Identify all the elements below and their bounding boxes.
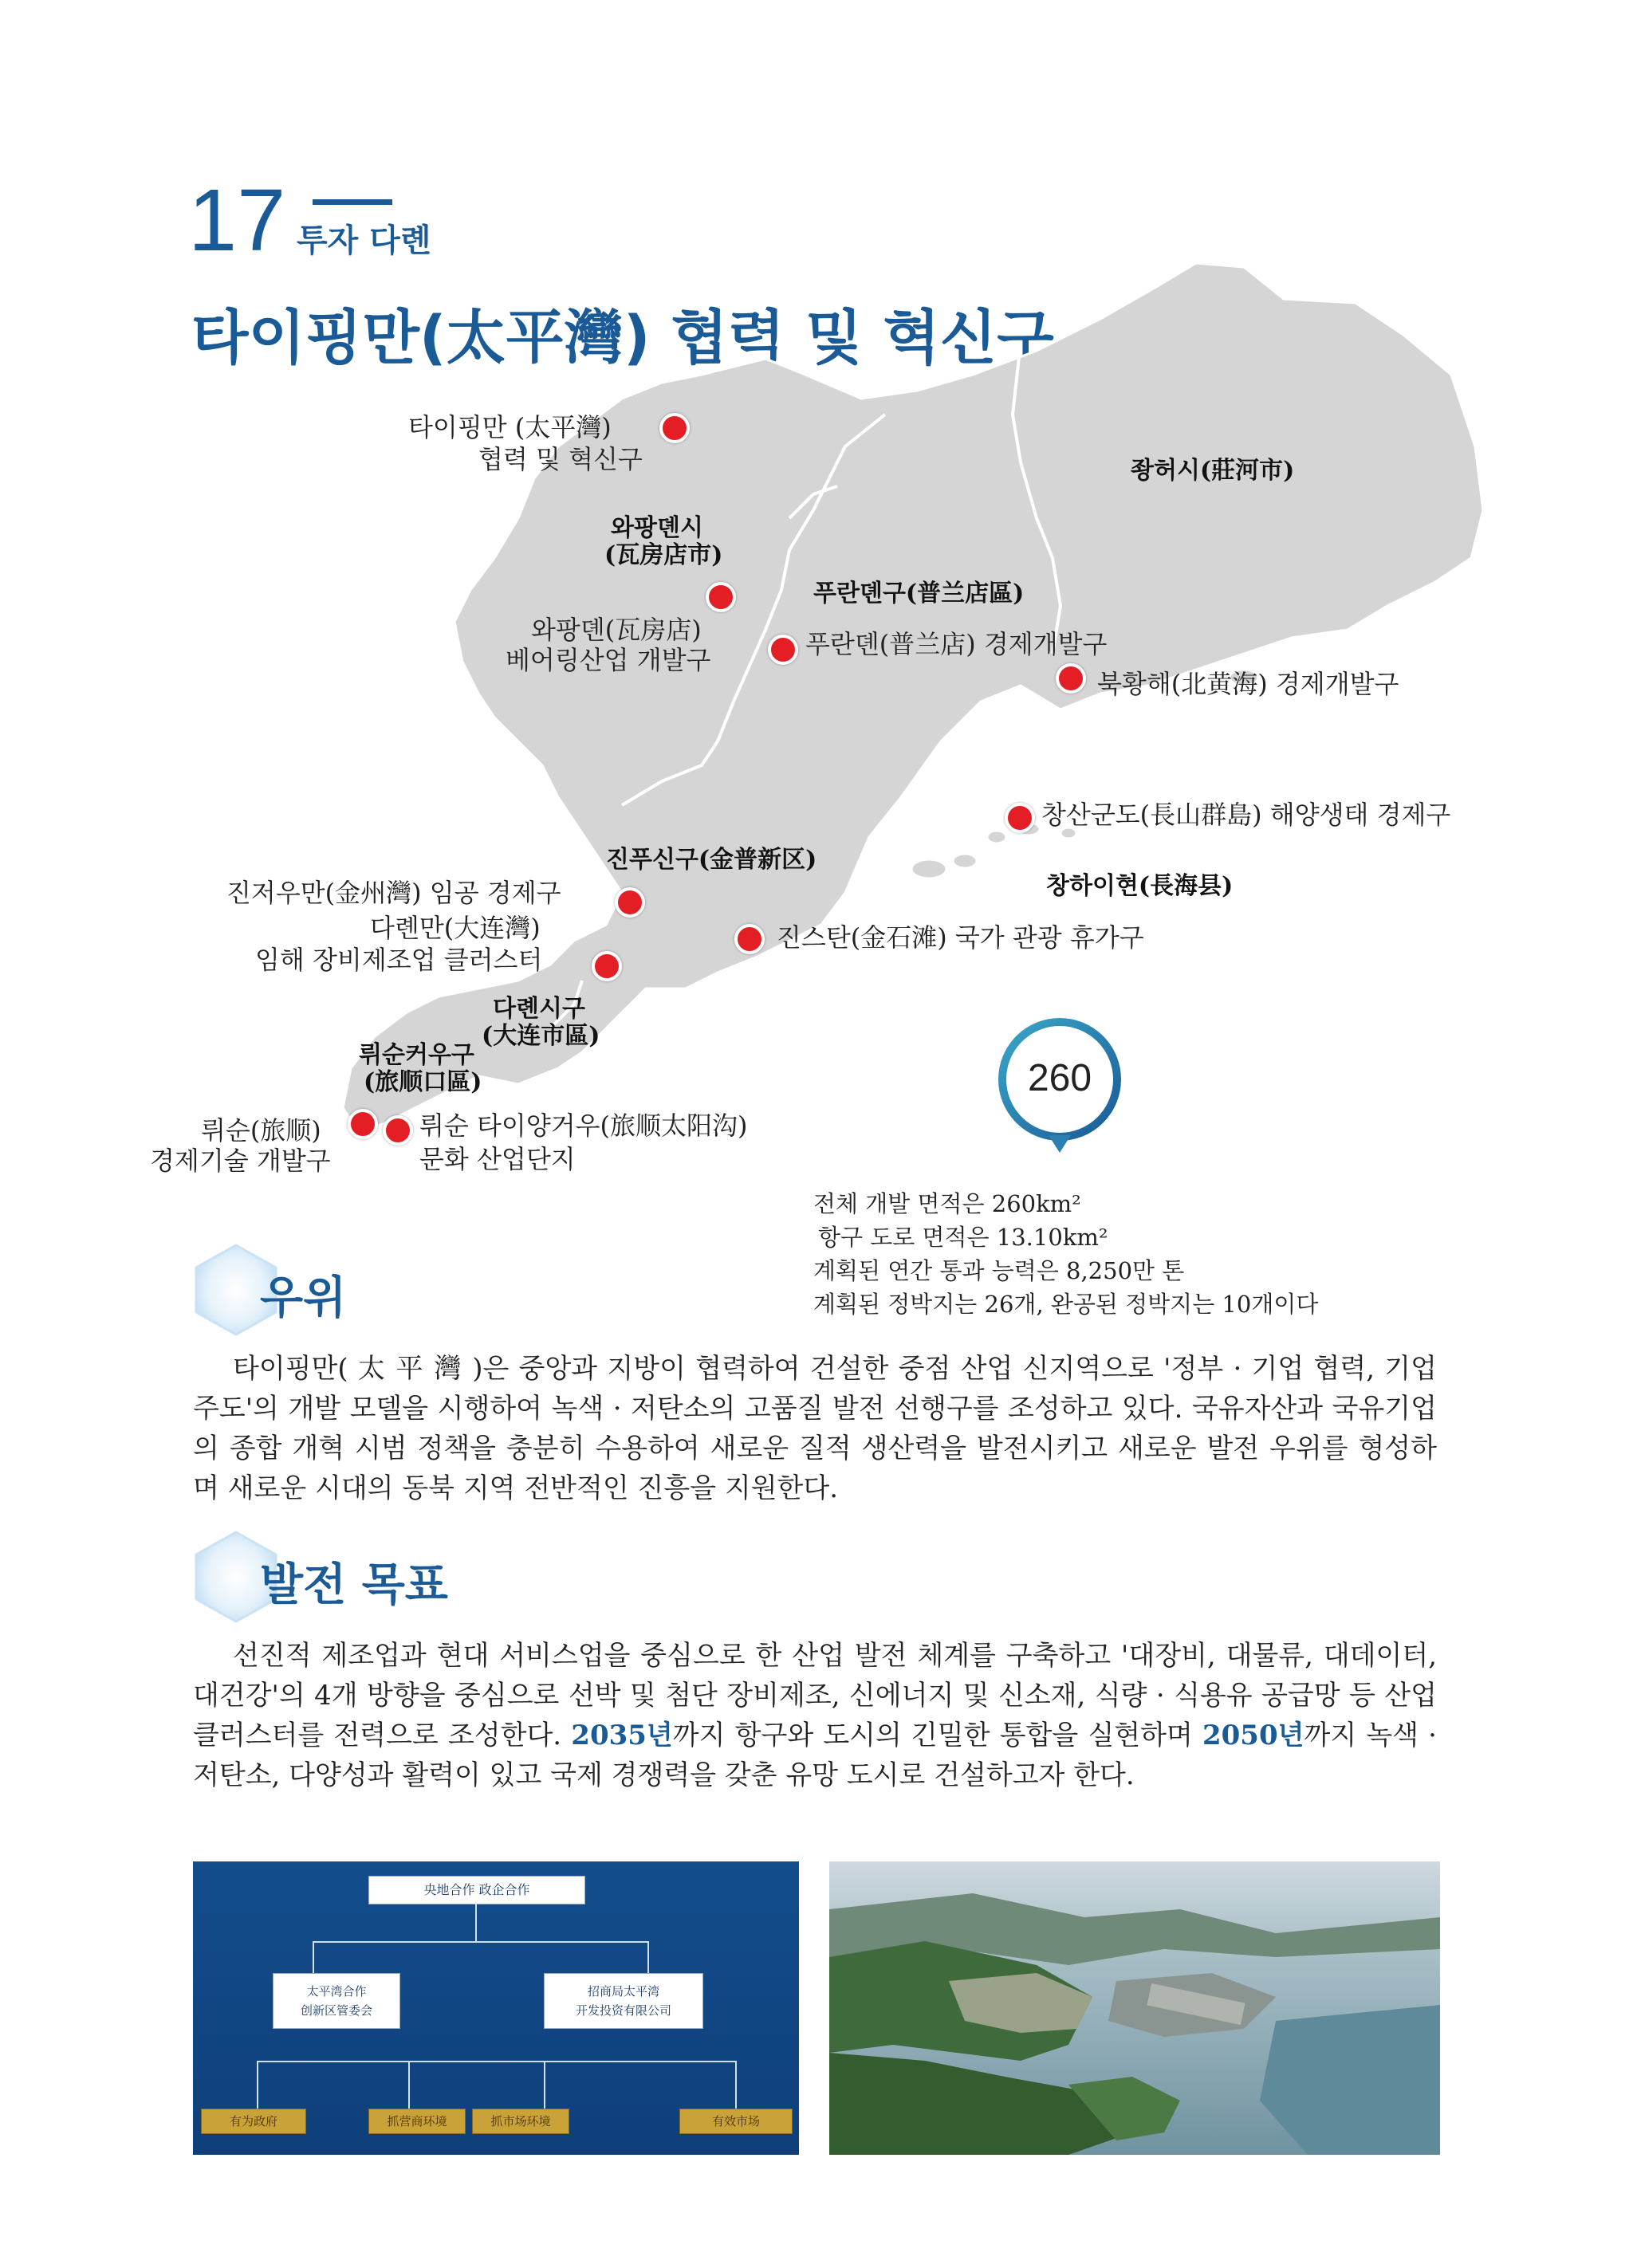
diagram-bottom-box-4: 有效市场 [679,2109,793,2134]
marker-taiyanggou [383,1115,413,1146]
label-pulandian: 푸란뎬(普兰店) 경제개발구 [805,629,1108,659]
stat-line-3: 계획된 연간 통과 능력은 8,250만 톤 [813,1257,1185,1284]
goal-text-c: 까지 녹색 · 저탄소, 다양성과 활력이 있고 국제 경쟁력을 갖춘 유망 도시로 건설하고자 한다. [193,1720,1437,1791]
diagram-bottom-box-3: 抓市场环境 [472,2109,569,2134]
stat-line-4: 계획된 정박지는 26개, 완공된 정박지는 10개이다 [813,1291,1319,1318]
marker-pulandian [768,635,798,665]
aerial-port-image [829,1861,1440,2155]
section-goal-heading: 발전 목표 [260,1559,448,1611]
marker-taipingwan [659,413,690,443]
label-taipingwan-desc: 협력 및 혁신구 [478,444,643,474]
label-wafangdian-desc: 베어링산업 개발구 [506,645,711,675]
section-goal-body [193,1636,1437,1795]
marker-changshan [1005,803,1035,833]
region-changhai: 창하이현(長海县) [1046,872,1234,900]
marker-lvshun [348,1109,378,1139]
label-taiyanggou-name: 뤼순 타이양거우(旅顺太阳沟) [419,1110,748,1141]
region-wafangdian-hanja: (瓦房店市) [604,541,723,569]
region-wafangdian-name: 와팡뎬시 [611,514,703,542]
label-taiyanggou-desc: 문화 산업단지 [419,1144,576,1174]
label-beihuanghai: 북황해(北黄海) 경제개발구 [1097,669,1399,699]
region-lvshun-hanja: (旅顺口區) [364,1068,482,1096]
marker-dalianwan [592,951,622,981]
region-pulandian: 푸란뎬구(普兰店區) [813,580,1025,607]
label-dalianwan-desc: 임해 장비제조업 클러스터 [255,945,543,975]
marker-jinshitan [734,924,765,954]
goal-text-b: 까지 항구와 도시의 긴밀한 통합을 실현하며 [672,1720,1202,1751]
label-jinshitan: 진스탄(金石滩) 국가 관광 휴가구 [777,922,1144,953]
marker-jinzhou [615,887,645,918]
diagram-right-line1: 招商局太平湾 [587,1984,659,1999]
region-dalian-name: 다롄시구 [493,995,585,1023]
label-lvshun-desc: 경제기술 개발구 [150,1146,331,1176]
diagram-right-line2: 开发投资有限公司 [575,2003,671,2018]
area-stat-number: 260 [1027,1057,1092,1099]
governance-diagram-image [193,1861,799,2155]
diagram-left-line1: 太平湾合作 [306,1984,367,1999]
region-dalian-hanja: (大连市區) [482,1022,600,1050]
label-taipingwan-name: 타이핑만 (太平灣) [408,412,612,442]
diagram-right-box [544,1973,703,2029]
region-lvshun-name: 뤼순커우구 [359,1041,474,1069]
section-advantage-heading: 우위 [260,1272,347,1324]
diagram-bottom-box-1: 有为政府 [201,2109,306,2134]
goal-text-a: 선진적 제조업과 현대 서비스업을 중심으로 한 산업 발전 체계를 구축하고 '대장비, 대물류, 대데이터, 대건강'의 4개 방향을 중심으로 선박 및 첨단 장비제조, 신에너지 및 신소재, 식량 · 식용유 공급망 등 산업 클러스터를 전력으로 조성한다. [193,1640,1437,1751]
diagram-left-line2: 创新区管委会 [300,2003,372,2018]
label-lvshun-name: 뤼순(旅顺) [201,1115,321,1146]
chapter-subtitle: 투자 다롄 [297,222,431,259]
label-jinzhou: 진저우만(金州灣) 임공 경제구 [226,878,561,908]
diagram-bottom-box-2: 抓营商环境 [368,2109,466,2134]
page-title: 타이핑만(太平灣) 협력 및 혁신구 [191,304,1054,372]
marker-beihuanghai [1056,663,1086,694]
stat-line-1: 전체 개발 면적은 260km² [813,1190,1081,1217]
diagram-left-box [273,1973,400,2029]
goal-year-2035: 2035년 [571,1720,673,1751]
marker-wafangdian [706,582,736,612]
stat-line-2: 항구 도로 면적은 13.10km² [818,1224,1108,1251]
label-wafangdian-name: 와팡뎬(瓦房店) [531,615,702,645]
label-changshan: 창산군도(長山群島) 해양생태 경제구 [1041,800,1451,830]
diagram-top-box: 央地合作 政企合作 [368,1876,585,1904]
goal-year-2050: 2050년 [1202,1720,1304,1751]
region-jinpu: 진푸신구(金普新区) [606,846,817,874]
chapter-number: 17 [188,171,286,269]
label-dalianwan-name: 다롄만(大连灣) [370,913,541,943]
region-zhuanghe: 좡허시(莊河市) [1131,457,1295,485]
section-advantage-body: 타이핑만( 太 平 灣 )은 중앙과 지방이 협력하여 건설한 중점 산업 신지역으로 '정부 · 기업 협력, 기업 주도'의 개발 모델을 시행하여 녹색 · 저탄소의 고품질 발전 선행구를 조성하고 있다. 국유자산과 국유기업의 종합 개혁 시범 정책을 충분히 수용하여 새로운 질적 생산력을 발전시키고 새로운 발전 우위를 형성하며 새로운 시대의 동북 지역 전반적인 진흥을 지원한다. [193,1353,1437,1504]
